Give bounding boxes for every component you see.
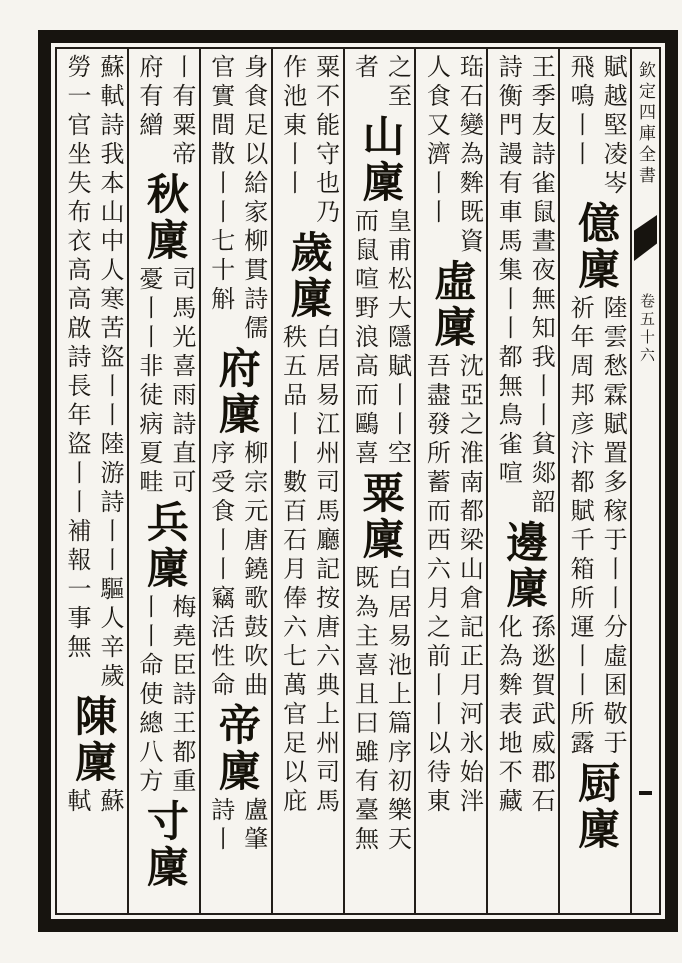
commentary-line-left: 詩丨 — [206, 797, 233, 855]
commentary-block — [346, 54, 412, 112]
entry-headword: 寸廩 — [140, 799, 187, 891]
commentary-line-left: 化為麰表地不藏 — [494, 614, 521, 817]
commentary-line-left: 府有繒 — [134, 54, 161, 141]
commentary-block — [418, 54, 484, 257]
commentary-line-right: 之至 — [383, 54, 410, 112]
commentary-block — [346, 565, 412, 855]
commentary-block — [418, 353, 484, 817]
commentary-line-right: 孫逖賀武威郡石 — [527, 614, 554, 817]
spine-column — [630, 49, 659, 913]
volume-label: 卷五十六 — [638, 293, 654, 365]
commentary-block — [562, 295, 628, 759]
commentary-line-left: 吾盡發所蓄而西六月之前丨丨以待東 — [422, 353, 449, 817]
commentary-line-left: 作池東丨丨 — [278, 54, 305, 199]
commentary-line-left: 秩五品丨丨數百石月俸六七萬官足以庇 — [278, 324, 305, 817]
commentary-line-left: 人食又濟丨丨 — [422, 54, 449, 228]
commentary-line-right: 粟不能守也乃 — [311, 54, 338, 228]
commentary-block — [490, 614, 556, 817]
commentary-line-right: 蘇軾詩我本山中人寒苦盜丨丨陸游詩丨丨驅人辛歲 — [95, 54, 122, 692]
text-column — [127, 49, 199, 913]
entry-headword: 邊廩 — [500, 520, 547, 612]
commentary-block — [562, 54, 628, 199]
commentary-line-left: 序受食丨丨竊活性命 — [206, 440, 233, 701]
fold-mark-icon — [634, 215, 657, 261]
entry-headword: 府廩 — [212, 346, 259, 438]
spine-tick-mark — [639, 791, 652, 795]
commentary-block — [203, 797, 269, 855]
text-column — [414, 49, 486, 913]
commentary-line-left: 者 — [350, 54, 377, 83]
entry-headword: 歲廩 — [284, 230, 331, 322]
book-title: 欽定四庫全書 — [636, 61, 655, 187]
commentary-line-right: 盧肇 — [239, 797, 266, 855]
commentary-line-left: 詩衡門謾有車馬集丨丨都無鳥雀喧 — [494, 54, 521, 489]
commentary-line-right: 王季友詩雀鼠晝夜無知我丨丨貧郯韶 — [527, 54, 554, 518]
commentary-line-left: 勞一官坐失布衣高高啟詩長年盜丨丨補報一事無 — [62, 54, 89, 663]
commentary-block — [275, 324, 341, 817]
entry-headword: 厨廩 — [572, 761, 619, 853]
entry-headword: 兵廩 — [140, 500, 187, 592]
commentary-line-right: 白居易池上篇序初樂天 — [383, 565, 410, 855]
text-column — [343, 49, 415, 913]
commentary-block — [203, 54, 269, 344]
entry-headword: 虛廩 — [428, 259, 475, 351]
commentary-block — [131, 54, 197, 170]
commentary-block — [131, 594, 197, 797]
commentary-block — [275, 54, 341, 228]
text-column — [199, 49, 271, 913]
commentary-line-left: 既為主喜且曰雖有臺無 — [350, 565, 377, 855]
entry-headword: 億廩 — [572, 201, 619, 293]
commentary-line-right: 身食足以給家柳貫詩儒 — [239, 54, 266, 344]
commentary-block — [59, 788, 125, 817]
commentary-line-left: 而鼠喧野浪高而鷗喜 — [350, 208, 377, 469]
entry-headword: 粟廩 — [356, 471, 403, 563]
commentary-line-left: 憂丨丨非徒病夏畦 — [134, 266, 161, 498]
commentary-line-right: 柳宗元唐鐃歌鼓吹曲 — [239, 440, 266, 701]
commentary-line-left: 飛鳴丨丨 — [566, 54, 593, 170]
text-column — [558, 49, 630, 913]
commentary-line-right: 珤石變為麰既資 — [455, 54, 482, 257]
commentary-line-right: 司馬光喜雨詩直可 — [167, 266, 194, 498]
entry-headword: 帝廩 — [212, 703, 259, 795]
commentary-line-right: 沈亞之淮南都梁山倉記正月河氷始泮 — [455, 353, 482, 817]
commentary-block — [203, 440, 269, 701]
commentary-line-left: 丨丨命使總八方 — [134, 594, 161, 797]
commentary-line-right: 丨有粟帝 — [167, 54, 194, 170]
entry-headword: 秋廩 — [140, 172, 187, 264]
commentary-line-left: 官實間散丨丨七十斛 — [206, 54, 233, 315]
text-column — [486, 49, 558, 913]
commentary-line-right: 陸雲愁霖賦置多稼于丨丨分虛囷敬于 — [599, 295, 626, 759]
commentary-line-right: 梅堯臣詩王都重 — [167, 594, 194, 797]
text-columns — [55, 47, 661, 915]
commentary-block — [131, 266, 197, 498]
text-column — [271, 49, 343, 913]
commentary-line-right: 白居易江州司馬廳記按唐六典上州司馬 — [311, 324, 338, 817]
commentary-line-right: 賦越堅凌岑 — [599, 54, 626, 199]
text-column — [57, 49, 127, 913]
page-border-frame — [38, 30, 678, 932]
commentary-line-left: 軾 — [62, 788, 89, 817]
commentary-block — [490, 54, 556, 518]
commentary-line-right: 蘇 — [95, 788, 122, 817]
commentary-line-left: 祈年周邦彦汴都賦千箱所運丨丨所露 — [566, 295, 593, 759]
entry-headword: 山廩 — [356, 114, 403, 206]
commentary-block — [346, 208, 412, 469]
commentary-block — [59, 54, 125, 692]
commentary-line-right: 皇甫松大隱賦丨丨空 — [383, 208, 410, 469]
entry-headword: 陳廩 — [68, 694, 115, 786]
